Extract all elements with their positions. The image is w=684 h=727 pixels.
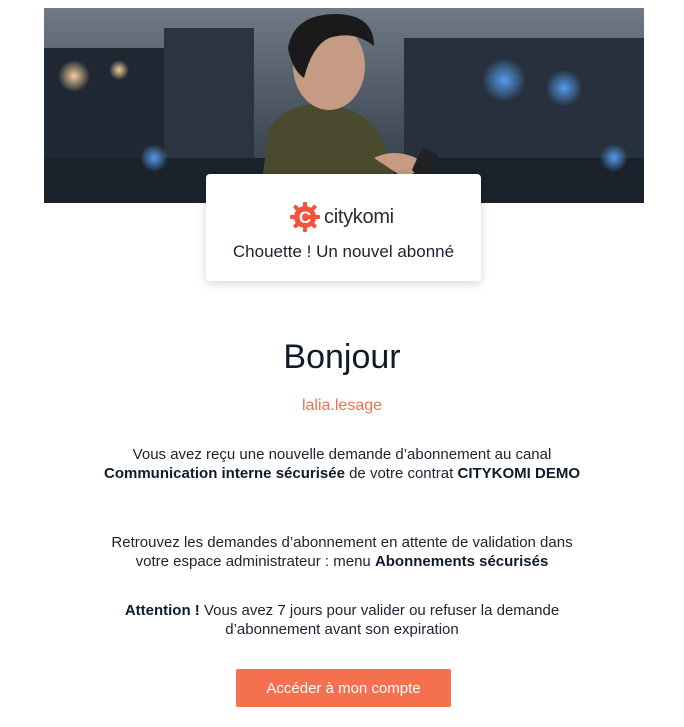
citykomi-gear-icon — [290, 202, 320, 232]
svg-text:C: C — [298, 208, 312, 227]
header-card — [206, 174, 481, 281]
card-subtitle: Chouette ! Un nouvel abonné — [232, 242, 455, 261]
warning-text: Vous avez 7 jours pour valider ou refuser la demande d’abonnement avant son expiration — [199, 602, 560, 638]
instructions-text: Retrouvez les demandes d’abonnement en attente de validation dans votre espace administrateur : menu — [111, 534, 573, 570]
contract-name: CITYKOMI DEMO — [457, 465, 580, 482]
logo-wordmark: citykomi — [324, 206, 394, 228]
citykomi-logo — [290, 202, 410, 234]
access-account-button[interactable]: Accéder à mon compte — [236, 669, 451, 707]
menu-name: Abonnements sécurisés — [374, 553, 549, 570]
expiration-warning — [100, 601, 584, 639]
greeting-title: Bonjour — [283, 338, 401, 376]
subscription-message — [100, 445, 584, 483]
message-text: Vous avez reçu une nouvelle demande d’abonnement au canal — [132, 446, 552, 463]
message-text: de votre contrat — [344, 465, 458, 482]
warning-label: Attention ! — [124, 602, 200, 619]
username: lalia.lesage — [301, 397, 383, 414]
channel-name: Communication interne sécurisée — [104, 465, 345, 482]
admin-instructions — [100, 533, 584, 571]
